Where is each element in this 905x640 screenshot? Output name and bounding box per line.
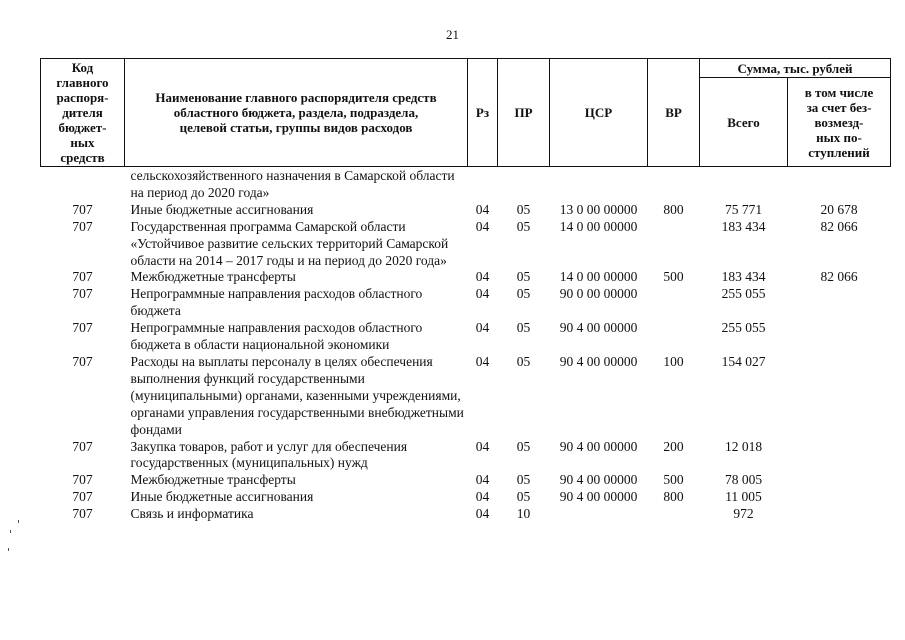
cell-pr: 05 (516, 489, 531, 505)
cell-csr: 90 4 00 00000 (559, 438, 638, 454)
cell-free (788, 489, 891, 506)
cell-total: 183 434 (721, 269, 766, 285)
cell-csr: 13 0 00 00000 (559, 201, 638, 217)
table-row (41, 354, 891, 439)
cell-rz: 04 (475, 506, 490, 522)
cell-csr: 14 0 00 00000 (559, 269, 638, 285)
cell-rz: 04 (475, 201, 490, 217)
scan-speck (18, 520, 19, 523)
cell-code: 707 (72, 506, 93, 522)
cell-free (788, 320, 891, 354)
table-header (41, 59, 891, 167)
cell-csr (550, 167, 648, 202)
cell-free: 82 066 (820, 269, 858, 285)
cell-total (700, 167, 788, 202)
header-free-line: возмезд- (814, 114, 864, 130)
cell-free (788, 286, 891, 320)
table-row (41, 202, 891, 219)
cell-free (788, 506, 891, 523)
table-row (41, 286, 891, 320)
cell-pr (498, 167, 550, 202)
header-code-line: главного (56, 75, 109, 90)
header-code-line: Код (71, 60, 94, 75)
cell-csr: 14 0 00 00000 (559, 218, 638, 234)
cell-pr: 05 (516, 269, 531, 285)
cell-name: Иные бюджетные ассигнования (130, 489, 314, 505)
header-free-line: ступлений (808, 144, 870, 160)
header-code-line: дителя (62, 105, 103, 120)
cell-rz: 04 (475, 353, 490, 369)
cell-code: 707 (72, 320, 93, 336)
header-code-line: ных (70, 135, 95, 150)
cell-name: Межбюджетные трансферты (130, 269, 296, 285)
header-free-line: за счет без- (806, 99, 872, 115)
table-body (41, 167, 891, 524)
header-free-line: ных по- (816, 129, 862, 145)
cell-vr: 500 (663, 269, 684, 285)
cell-vr: 200 (663, 438, 684, 454)
table-row (41, 219, 891, 270)
header-vr: ВР (648, 59, 700, 167)
cell-free: 20 678 (820, 201, 858, 217)
header-csr: ЦСР (550, 59, 648, 167)
header-total: Всего (700, 78, 788, 167)
header-rz: Рз (468, 59, 498, 167)
cell-csr: 90 4 00 00000 (559, 489, 638, 505)
cell-rz: 04 (475, 438, 490, 454)
cell-free (788, 439, 891, 473)
table-row (41, 472, 891, 489)
cell-code: 707 (72, 489, 93, 505)
cell-csr: 90 4 00 00000 (559, 320, 638, 336)
cell-vr (648, 320, 700, 354)
cell-total: 75 771 (724, 201, 763, 217)
table-row (41, 269, 891, 286)
cell-code: 707 (72, 201, 93, 217)
cell-code: 707 (72, 438, 93, 454)
cell-vr: 100 (663, 353, 684, 369)
header-free (788, 78, 891, 167)
cell-vr: 800 (663, 201, 684, 217)
cell-vr (648, 167, 700, 202)
header-name-line: целевой статьи, группы видов расходов (179, 120, 413, 135)
cell-name: сельскохозяйственного назначения в Самарской области на период до 2020 года» (130, 168, 455, 200)
page-number: 21 (446, 27, 459, 42)
cell-code: 707 (72, 353, 93, 369)
header-name-line: областного бюджета, раздела, подраздела, (173, 105, 419, 120)
cell-code (41, 167, 125, 202)
cell-name: Непрограммные направления расходов областного бюджета в области национальной экономики (130, 320, 423, 353)
cell-pr: 05 (516, 438, 531, 454)
cell-rz: 04 (475, 286, 490, 302)
cell-total: 12 018 (724, 438, 763, 454)
cell-pr: 10 (516, 506, 531, 522)
cell-pr: 05 (516, 353, 531, 369)
table-row (41, 489, 891, 506)
cell-total: 255 055 (721, 286, 766, 302)
table-row (41, 439, 891, 473)
cell-free (788, 472, 891, 489)
cell-vr (648, 219, 700, 270)
cell-name: Непрограммные направления расходов областного бюджета (130, 286, 423, 319)
cell-name: Межбюджетные трансферты (130, 472, 296, 488)
table-row (41, 320, 891, 354)
header-code-line: средств (60, 150, 105, 165)
cell-vr: 500 (663, 472, 684, 488)
header-code (41, 59, 125, 167)
cell-pr: 05 (516, 218, 531, 234)
table-row (41, 506, 891, 523)
cell-rz: 04 (475, 320, 490, 336)
cell-pr: 05 (516, 472, 531, 488)
cell-code: 707 (72, 472, 93, 488)
cell-name: Связь и информатика (130, 506, 254, 522)
cell-name: Иные бюджетные ассигнования (130, 201, 314, 217)
cell-pr: 05 (516, 320, 531, 336)
cell-total: 972 (733, 506, 754, 522)
cell-rz: 04 (475, 489, 490, 505)
cell-total: 154 027 (721, 353, 766, 369)
header-pr: ПР (498, 59, 550, 167)
scan-speck (8, 548, 9, 551)
budget-table (40, 58, 891, 523)
cell-vr (648, 286, 700, 320)
scan-speck (10, 530, 11, 533)
cell-code: 707 (72, 218, 93, 234)
header-code-line: распоря- (56, 90, 109, 105)
cell-csr: 90 4 00 00000 (559, 353, 638, 369)
cell-name: Государственная программа Самарской области «Устойчивое развитие сельских территорий Самарской области на 2014 – 2017 годы и на период до 2020 года» (130, 218, 449, 268)
cell-code: 707 (72, 286, 93, 302)
header-code-line: бюджет- (58, 120, 107, 135)
cell-vr (648, 506, 700, 523)
cell-csr: 90 0 00 00000 (559, 286, 638, 302)
cell-code: 707 (72, 269, 93, 285)
cell-free (788, 354, 891, 439)
cell-name: Закупка товаров, работ и услуг для обеспечения государственных (муниципальных) нужд (130, 438, 408, 471)
cell-free (788, 167, 891, 202)
cell-total: 11 005 (725, 489, 762, 505)
cell-total: 255 055 (721, 320, 766, 336)
cell-pr: 05 (516, 286, 531, 302)
header-sum-group: Сумма, тыс. рублей (700, 59, 891, 78)
cell-name: Расходы на выплаты персоналу в целях обеспечения выполнения функций государственными (муниципальными) органами, казенными учреждениями, органами управления государственными внебюджетными фондами (130, 353, 464, 437)
cell-free: 82 066 (820, 218, 858, 234)
cell-csr: 90 4 00 00000 (559, 472, 638, 488)
cell-rz (468, 167, 498, 202)
cell-vr: 800 (663, 489, 684, 505)
header-name-line: Наименование главного распорядителя средств (155, 90, 437, 105)
header-free-line: в том числе (804, 84, 874, 100)
cell-csr (550, 506, 648, 523)
cell-rz: 04 (475, 269, 490, 285)
cell-rz: 04 (475, 218, 490, 234)
cell-total: 183 434 (721, 218, 766, 234)
cell-rz: 04 (475, 472, 490, 488)
cell-total: 78 005 (724, 472, 763, 488)
cell-pr: 05 (516, 201, 531, 217)
table-row (41, 167, 891, 202)
header-name (125, 59, 468, 167)
